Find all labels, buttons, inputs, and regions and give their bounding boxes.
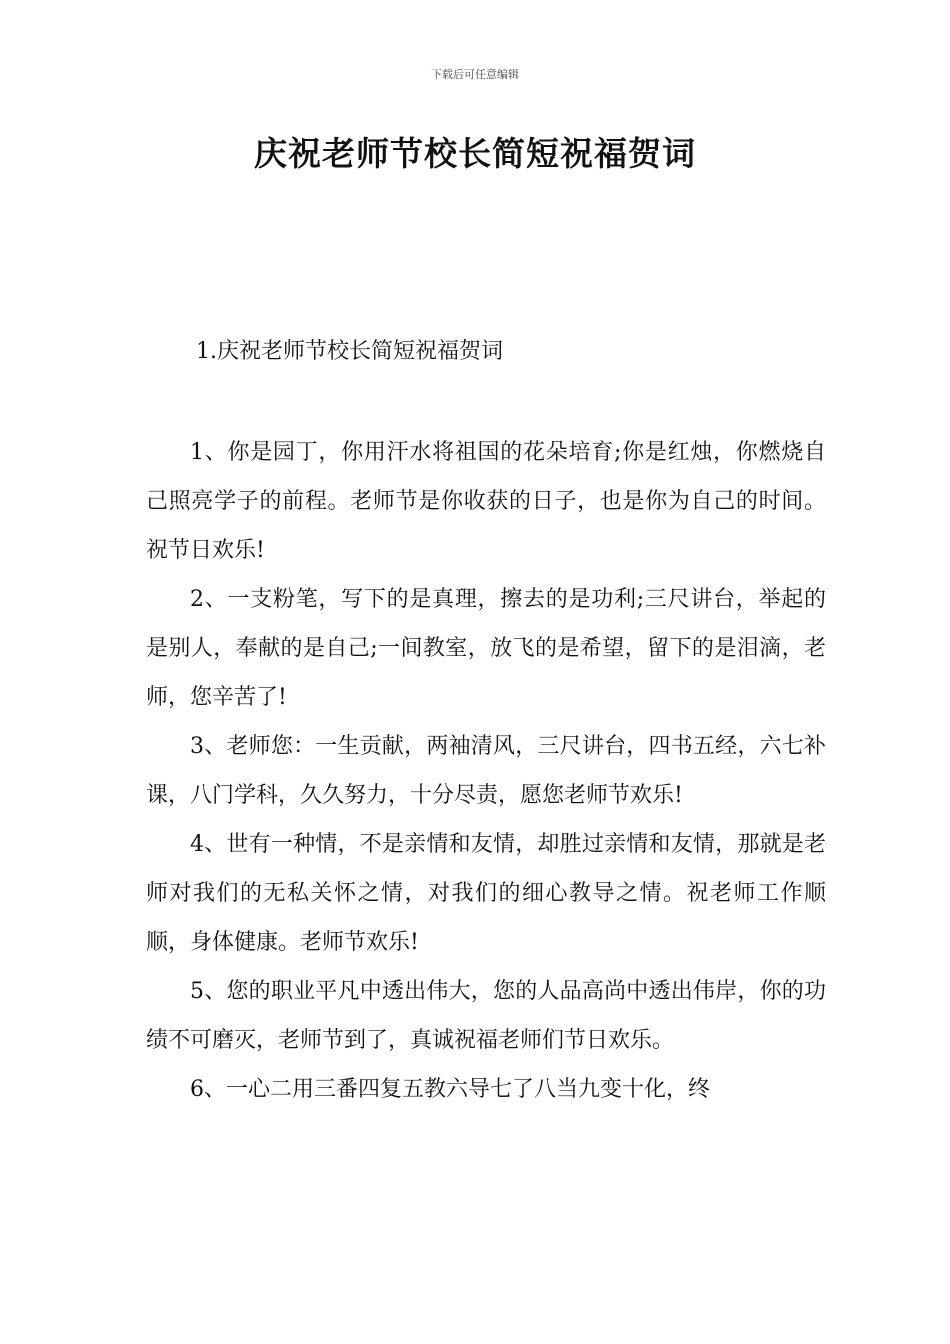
document-title: 庆祝老师节校长简短祝福贺词 — [254, 134, 696, 173]
paragraph: 3、老师您：一生贡献，两袖清风，三尺讲台，四书五经，六七补课，八门学科，久久努力，十分尽责，愿您老师节欢乐! — [146, 734, 826, 808]
paragraph: 4、世有一种情，不是亲情和友情，却胜过亲情和友情，那就是老师对我们的无私关怀之情，对我们的细心教导之情。祝老师工作顺顺，身体健康。老师节欢乐! — [146, 832, 826, 955]
paragraph: 2、一支粉笔，写下的是真理，擦去的是功利;三尺讲台，举起的是别人，奉献的是自己;一间教室，放飞的是希望，留下的是泪滴，老师，您辛苦了! — [146, 587, 826, 710]
paragraph: 6、一心二用三番四复五教六导七了八当九变十化，终 — [190, 1077, 710, 1102]
paragraph: 1、你是园丁，你用汗水将祖国的花朵培育;你是红烛，你燃烧自己照亮学子的前程。老师节是你收获的日子，也是你为自己的时间。祝节日欢乐! — [146, 440, 826, 563]
header-note: 下载后可任意编辑 — [431, 68, 519, 81]
section-heading: 1.庆祝老师节校长简短祝福贺词 — [196, 339, 503, 364]
paragraph: 5、您的职业平凡中透出伟大，您的人品高尚中透出伟岸，你的功绩不可磨灭，老师节到了，真诚祝福老师们节日欢乐。 — [146, 979, 826, 1053]
document-body — [146, 428, 826, 1114]
